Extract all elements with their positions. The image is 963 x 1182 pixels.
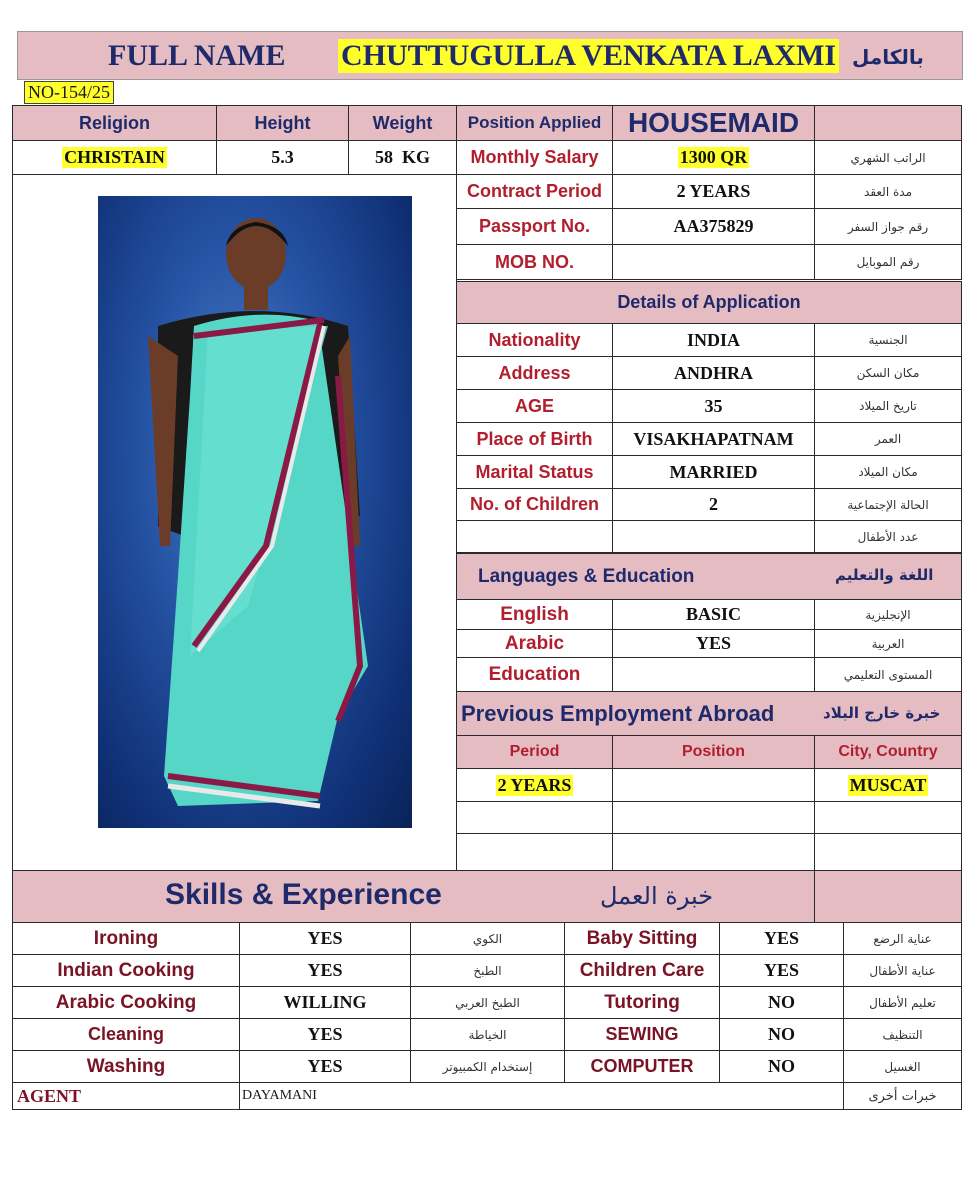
marital-status-label: Marital Status — [456, 455, 613, 489]
age-arabic: تاريخ الميلاد — [814, 389, 962, 423]
employment-period-text: 2 YEARS — [497, 774, 572, 795]
skill-sewing-value: NO — [719, 1018, 844, 1051]
employment-row-1-period — [456, 768, 613, 802]
applicant-photo — [98, 196, 412, 828]
nationality-arabic: الجنسية — [814, 323, 962, 357]
education-value — [612, 657, 815, 692]
skill-washing-label: Washing — [12, 1050, 240, 1083]
employment-period-header: Period — [456, 735, 613, 769]
skill-babysitting-arabic: عناية الرضع — [843, 922, 962, 955]
employment-row-2-position — [612, 801, 815, 834]
employment-row-1-city — [814, 768, 962, 802]
details-blank-arabic: عدد الأطفال — [814, 520, 962, 553]
english-arabic: الإنجليزية — [814, 599, 962, 630]
details-blank-value — [612, 520, 815, 553]
contract-period-arabic: مدة العقد — [814, 174, 962, 209]
skill-tutoring-value: NO — [719, 986, 844, 1019]
skill-cleaning-value: YES — [239, 1018, 411, 1051]
employment-title: Previous Employment Abroad — [461, 701, 775, 726]
english-value: BASIC — [612, 599, 815, 630]
arabic-label: Arabic — [456, 629, 613, 658]
skill-computer-arabic: الغسيل — [843, 1050, 962, 1083]
skill-tutoring-arabic: تعليم الأطفال — [843, 986, 962, 1019]
education-arabic: المستوى التعليمي — [814, 657, 962, 692]
passport-label: Passport No. — [456, 208, 613, 245]
skill-cleaning-label: Cleaning — [12, 1018, 240, 1051]
skill-arabic-cooking-arabic: الطبخ العربي — [410, 986, 565, 1019]
address-value: ANDHRA — [612, 356, 815, 390]
weight-value: 58 KG — [348, 140, 457, 175]
monthly-salary-label: Monthly Salary — [456, 140, 613, 175]
details-blank-label — [456, 520, 613, 553]
monthly-salary-arabic: الراتب الشهري — [814, 140, 962, 175]
employment-row-2-period — [456, 801, 613, 834]
marital-status-value: MARRIED — [612, 455, 815, 489]
skill-indian-cooking-label: Indian Cooking — [12, 954, 240, 987]
other-experience-arabic: خبرات أخرى — [843, 1082, 962, 1110]
skill-arabic-cooking-value: WILLING — [239, 986, 411, 1019]
languages-title: Languages & Education — [478, 566, 695, 587]
religion-text: CHRISTAIN — [64, 147, 165, 167]
skill-children-care-arabic: عناية الأطفال — [843, 954, 962, 987]
age-value: 35 — [612, 389, 815, 423]
position-extra — [814, 105, 962, 141]
marital-status-arabic: مكان الميلاد — [814, 455, 962, 489]
skill-ironing-arabic: الكوي — [410, 922, 565, 955]
monthly-salary-text: 1300 QR — [679, 147, 748, 167]
arabic-value: YES — [612, 629, 815, 658]
children-value: 2 — [612, 488, 815, 521]
contract-period-value: 2 YEARS — [612, 174, 815, 209]
skill-indian-cooking-value: YES — [239, 954, 411, 987]
agent-label: AGENT — [17, 1085, 82, 1106]
employment-row-2-city — [814, 801, 962, 834]
english-label: English — [456, 599, 613, 630]
skills-title-extra — [814, 870, 962, 923]
mobile-value — [612, 244, 815, 280]
weight-header: Weight — [348, 105, 457, 141]
skill-cleaning-arabic: الخياطة — [410, 1018, 565, 1051]
skill-ironing-value: YES — [239, 922, 411, 955]
agent-label-cell — [12, 1082, 240, 1110]
agent-value: DAYAMANI — [242, 1088, 317, 1103]
skill-babysitting-label: Baby Sitting — [564, 922, 720, 955]
details-title: Details of Application — [456, 281, 962, 324]
skill-children-care-label: Children Care — [564, 954, 720, 987]
passport-arabic: رقم جواز السفر — [814, 208, 962, 245]
full-name-label: FULL NAME — [108, 39, 286, 72]
address-label: Address — [456, 356, 613, 390]
skills-title: Skills & Experience — [165, 878, 442, 911]
full-name-text: CHUTTUGULLA VENKATA LAXMI — [341, 39, 837, 72]
skill-tutoring-label: Tutoring — [564, 986, 720, 1019]
mobile-label: MOB NO. — [456, 244, 613, 280]
birthplace-value: VISAKHAPATNAM — [612, 422, 815, 456]
skill-indian-cooking-arabic: الطبخ — [410, 954, 565, 987]
employment-row-3-position — [612, 833, 815, 871]
nationality-value: INDIA — [612, 323, 815, 357]
skill-children-care-value: YES — [719, 954, 844, 987]
employment-city-text: MUSCAT — [849, 774, 927, 795]
contract-period-label: Contract Period — [456, 174, 613, 209]
age-label: AGE — [456, 389, 613, 423]
monthly-salary-value — [612, 140, 815, 175]
skill-ironing-label: Ironing — [12, 922, 240, 955]
arabic-arabic: العربية — [814, 629, 962, 658]
employment-row-3-period — [456, 833, 613, 871]
languages-title-arabic: اللغة والتعليم — [835, 566, 934, 584]
passport-value: AA375829 — [612, 208, 815, 245]
address-arabic: مكان السكن — [814, 356, 962, 390]
skill-babysitting-value: YES — [719, 922, 844, 955]
employment-city-header: City, Country — [814, 735, 962, 769]
education-label: Education — [456, 657, 613, 692]
skill-sewing-arabic: التنظيف — [843, 1018, 962, 1051]
birthplace-arabic: العمر — [814, 422, 962, 456]
full-name-arabic: بالكامل — [852, 45, 924, 69]
employment-position-header: Position — [612, 735, 815, 769]
employment-row-1-position — [612, 768, 815, 802]
position-applied-label: Position Applied — [456, 105, 613, 141]
height-value: 5.3 — [216, 140, 349, 175]
reference-number: NO-154/25 — [24, 81, 114, 104]
height-header: Height — [216, 105, 349, 141]
position-applied-value: HOUSEMAID — [612, 105, 815, 141]
skill-sewing-label: SEWING — [564, 1018, 720, 1051]
children-label: No. of Children — [456, 488, 613, 521]
religion-header: Religion — [12, 105, 217, 141]
religion-value — [12, 140, 217, 175]
agent-value-cell — [239, 1082, 844, 1110]
employment-title-arabic: خبرة خارج البلاد — [823, 704, 941, 722]
skill-computer-label: COMPUTER — [564, 1050, 720, 1083]
skill-washing-value: YES — [239, 1050, 411, 1083]
birthplace-label: Place of Birth — [456, 422, 613, 456]
skill-arabic-cooking-label: Arabic Cooking — [12, 986, 240, 1019]
skills-title-arabic: خبرة العمل — [600, 882, 714, 910]
skill-washing-arabic: إستخدام الكمبيوتر — [410, 1050, 565, 1083]
children-arabic: الحالة الإجتماعية — [814, 488, 962, 521]
skill-computer-value: NO — [719, 1050, 844, 1083]
full-name-value — [338, 39, 839, 73]
person-figure-icon — [98, 196, 412, 828]
nationality-label: Nationality — [456, 323, 613, 357]
mobile-arabic: رقم الموبايل — [814, 244, 962, 280]
employment-row-3-city — [814, 833, 962, 871]
